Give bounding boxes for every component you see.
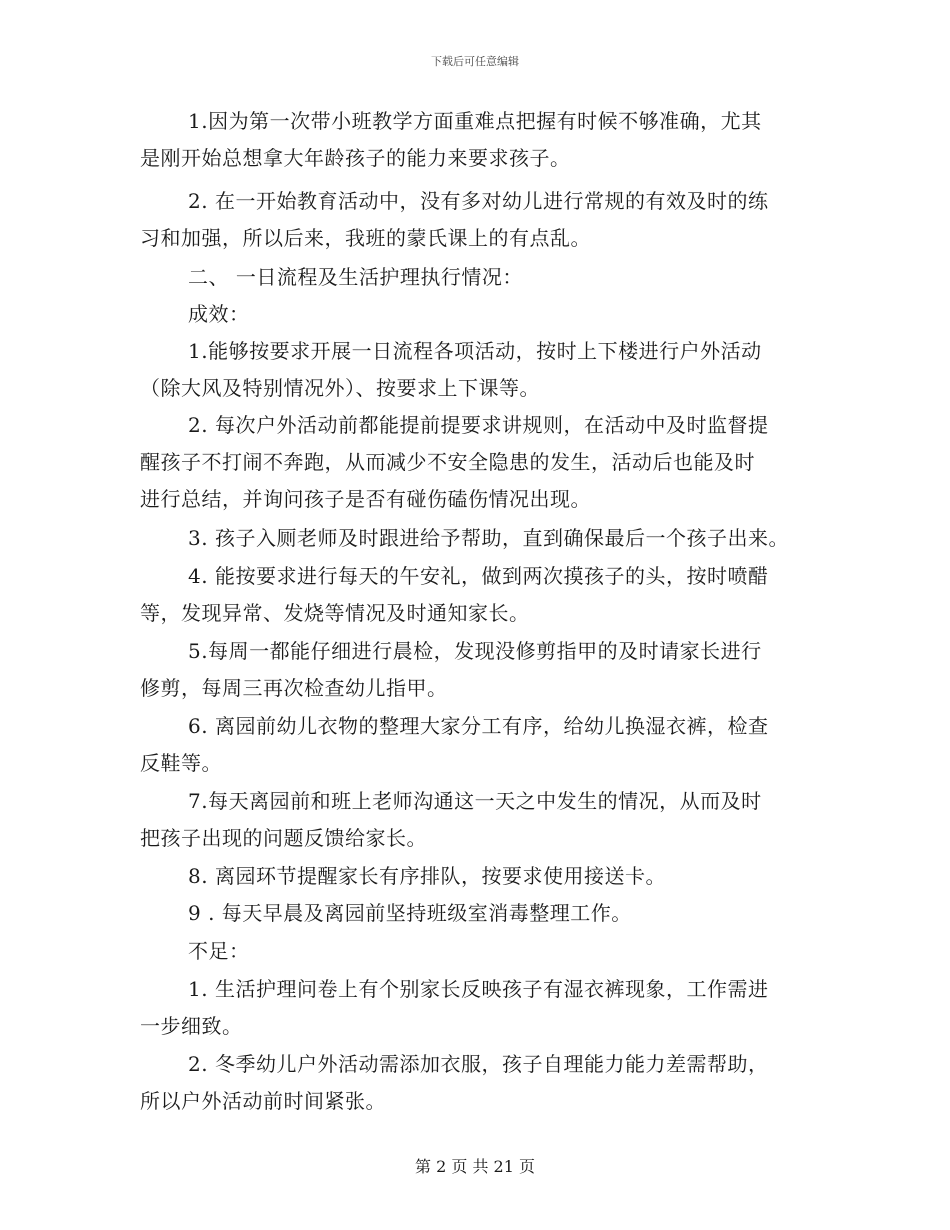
paragraph-line: 醒孩子不打闹不奔跑，从而减少不安全隐患的发生，活动后也能及时 — [140, 450, 755, 474]
paragraph-line: 4. 能按要求进行每天的午安礼，做到两次摸孩子的头，按时喷醋 — [188, 564, 769, 588]
paragraph-line: 3. 孩子入厕老师及时跟进给予帮助，直到确保最后一个孩子出来。 — [188, 526, 789, 550]
paragraph-line: 8. 离园环节提醒家长有序排队，按要求使用接送卡。 — [188, 864, 666, 888]
paragraph-line: 1.因为第一次带小班教学方面重难点把握有时候不够准确，尤其 — [188, 109, 762, 133]
paragraph-line: 等，发现异常、发烧等情况及时通知家长。 — [140, 601, 530, 625]
page-footer: 第 2 页 共 21 页 — [415, 1157, 535, 1176]
paragraph-line: 2. 冬季幼儿户外活动需添加衣服，孩子自理能力能力差需帮助， — [188, 1052, 769, 1076]
paragraph-line: 6. 离园前幼儿衣物的整理大家分工有序，给幼儿换湿衣裤，检查 — [188, 714, 769, 738]
paragraph-line: 一步细致。 — [140, 1014, 243, 1038]
page-header: 下载后可任意编辑 — [431, 55, 519, 68]
paragraph-line: （除大风及特别情况外）、按要求上下课等。 — [140, 376, 540, 400]
paragraph-line: 2. 每次户外活动前都能提前提要求讲规则，在活动中及时监督提 — [188, 413, 769, 437]
paragraph-line: 把孩子出现的问题反馈给家长。 — [140, 826, 427, 850]
subsection-label: 成效： — [188, 302, 250, 326]
paragraph-line: 是刚开始总想拿大年龄孩子的能力来要求孩子。 — [140, 146, 571, 170]
section-heading: 二、 一日流程及生活护理执行情况： — [188, 265, 523, 289]
paragraph-line: 习和加强，所以后来，我班的蒙氏课上的有点乱。 — [140, 226, 591, 250]
paragraph-line: 1. 生活护理问卷上有个别家长反映孩子有湿衣裤现象，工作需进 — [188, 977, 769, 1001]
subsection-label: 不足： — [188, 939, 250, 963]
paragraph-line: 7.每天离园前和班上老师沟通这一天之中发生的情况，从而及时 — [188, 789, 762, 813]
paragraph-line: 2. 在一开始教育活动中，没有多对幼儿进行常规的有效及时的练 — [188, 189, 769, 213]
paragraph-line: 9 . 每天早晨及离园前坚持班级室消毒整理工作。 — [188, 901, 632, 925]
paragraph-line: 5.每周一都能仔细进行晨检，发现没修剪指甲的及时请家长进行 — [188, 639, 762, 663]
paragraph-line: 反鞋等。 — [140, 751, 222, 775]
paragraph-line: 进行总结，并询问孩子是否有碰伤磕伤情况出现。 — [140, 487, 591, 511]
paragraph-line: 所以户外活动前时间紧张。 — [140, 1089, 386, 1113]
paragraph-line: 1.能够按要求开展一日流程各项活动，按时上下楼进行户外活动 — [188, 339, 762, 363]
paragraph-line: 修剪，每周三再次检查幼儿指甲。 — [140, 676, 448, 700]
